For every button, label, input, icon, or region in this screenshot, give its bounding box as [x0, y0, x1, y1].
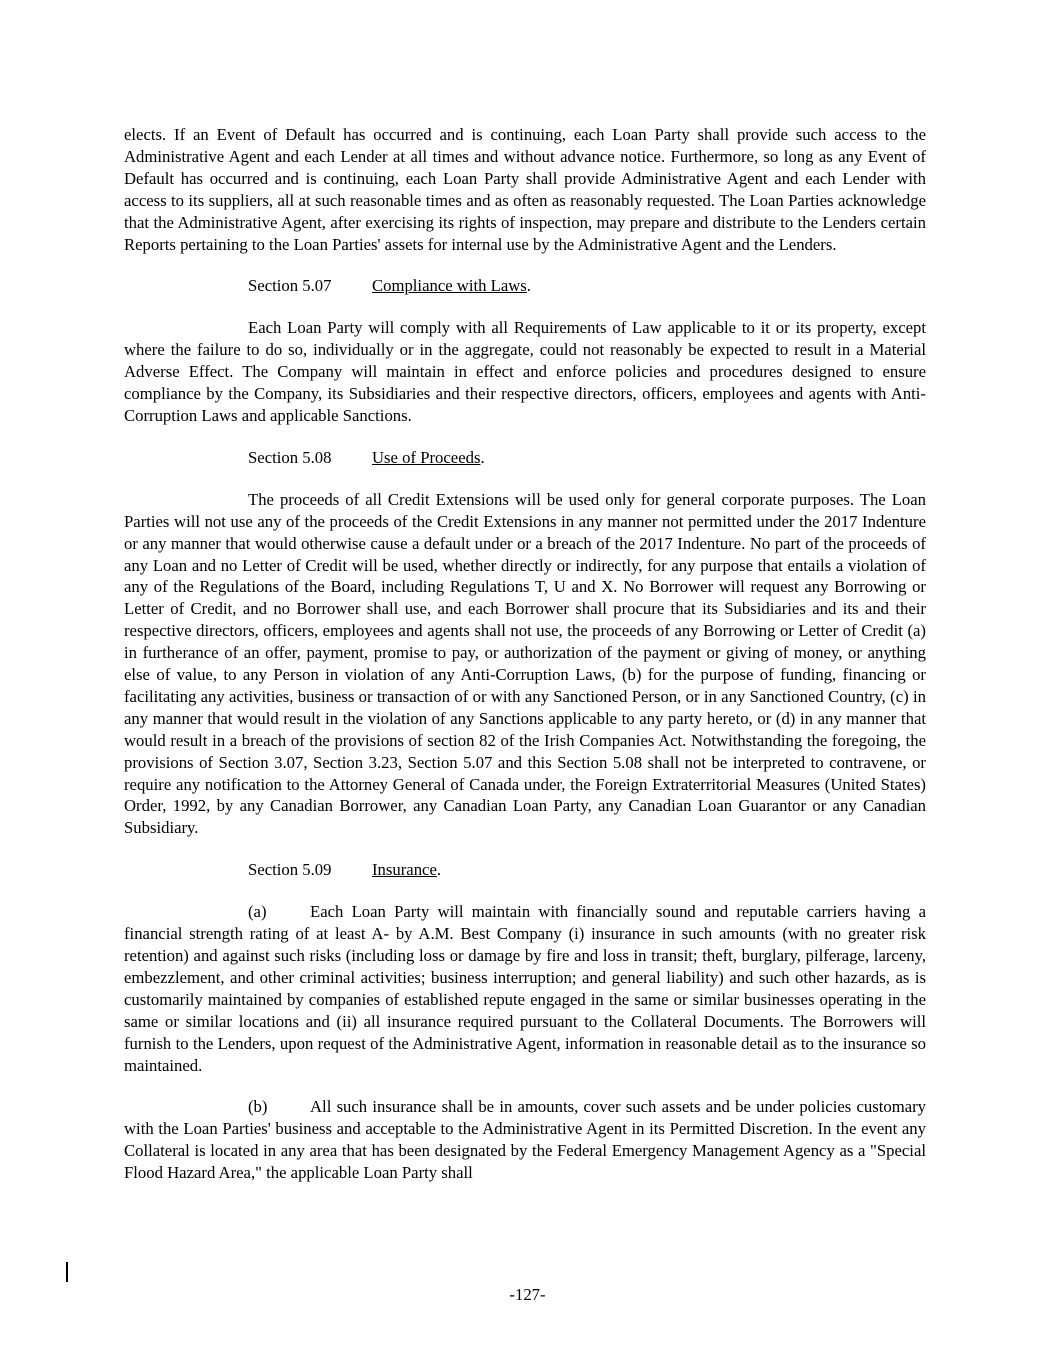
clause-text: All such insurance shall be in amounts, cover such assets and be under policies customary with the Loan Parties' business and acceptable to the Administrative Agent in its Permitted Discretion. In the event any Collateral is located in any area that has been designated by the Federal Emergency Management Agency as a "Special Flood Hazard Area," the applicable Loan Party shall	[124, 1097, 926, 1183]
section-title-punct: .	[526, 276, 531, 296]
section-title-punct: .	[480, 447, 485, 467]
intro-paragraph: elects. If an Event of Default has occurred and is continuing, each Loan Party shall provide such access to the Administrative Agent and each Lender at all times and without advance notice. Furthermore, so long as any Event of Default has occurred and is continuing, each Loan Party shall provide Administrative Agent and each Lender with access to its suppliers, all at such reasonable times and as often as reasonably requested. The Loan Parties acknowledge that the Administrative Agent, after exercising its rights of inspection, may prepare and distribute to the Lenders certain Reports pertaining to the Loan Parties' assets for internal use by the Administrative Agent and the Lenders.	[124, 125, 926, 254]
revision-margin-bar	[66, 1262, 68, 1282]
page-number: -127-	[509, 1285, 546, 1304]
section-heading-5-09	[248, 859, 926, 881]
section-paragraph: The proceeds of all Credit Extensions will be used only for general corporate purposes. The Loan Parties will not use any of the proceeds of the Credit Extensions in any manner not permitted under the 2017 Indenture or any manner that would otherwise cause a default under or a breach of the 2017 Indenture. No part of the proceeds of any Loan and no Letter of Credit will be used, whether directly or indirectly, for any purpose that entails a violation of any of the Regulations of the Board, including Regulations T, U and X. No Borrower will request any Borrowing or Letter of Credit, and no Borrower shall use, and each Borrower shall procure that its Subsidiaries and its and their respective directors, officers, employees and agents shall not use, the proceeds of any Borrowing or Letter of Credit (a) in furtherance of an offer, payment, promise to pay, or authorization of the payment or giving of money, or anything else of value, to any Person in violation of any Anti-Corruption Laws, (b) for the purpose of funding, financing or facilitating any activities, business or transaction of or with any Sanctioned Person, or in any Sanctioned Country, (c) in any manner that would result in the violation of any Sanctions applicable to any party hereto, or (d) in any manner that would result in a breach of the provisions of section 82 of the Irish Companies Act. Notwithstanding the foregoing, the provisions of Section 3.07, Section 3.23, Section 5.07 and this Section 5.08 shall not be interpreted to contravene, or require any notification to the Attorney General of Canada under, the Foreign Extraterritorial Measures (United States) Order, 1992, by any Canadian Borrower, any Canadian Loan Party, any Canadian Loan Guarantor or any Canadian Subsidiary.	[124, 489, 926, 838]
clause-label: (a)	[248, 902, 267, 922]
section-heading-5-07	[248, 275, 926, 297]
clause-label: (b)	[248, 1097, 268, 1117]
section-title: Compliance with Laws	[372, 276, 527, 296]
section-title: Use of Proceeds	[372, 447, 481, 467]
section-heading-5-08	[248, 447, 926, 469]
page-body	[124, 124, 926, 1184]
section-title: Insurance	[372, 860, 437, 880]
section-paragraph: Each Loan Party will comply with all Requirements of Law applicable to it or its property, except where the failure to do so, individually or in the aggregate, could not reasonably be expected to result in a Material Adverse Effect. The Company will maintain in effect and enforce policies and procedures designed to ensure compliance by the Company, its Subsidiaries and their respective directors, officers, employees and agents with Anti-Corruption Laws and applicable Sanctions.	[124, 318, 926, 425]
clause-text: Each Loan Party will maintain with financially sound and reputable carriers having a financial strength rating of at least A- by A.M. Best Company (i) insurance in such amounts (with no greater risk retention) and against such risks (including loss or damage by fire and loss in transit; theft, burglary, pilferage, larceny, embezzlement, and other criminal activities; business interruption; and general liability) and such other hazards, as is customarily maintained by companies of established repute engaged in the same or similar businesses operating in the same or similar locations and (ii) all insurance required pursuant to the Collateral Documents. The Borrowers will furnish to the Lenders, upon request of the Administrative Agent, information in reasonable detail as to the insurance so maintained.	[124, 902, 926, 1075]
section-number: Section 5.07	[248, 276, 332, 296]
clause-paragraph-a	[124, 901, 926, 1076]
section-number: Section 5.08	[248, 447, 332, 467]
section-title-punct: .	[436, 860, 442, 880]
section-number: Section 5.09	[248, 860, 332, 880]
clause-paragraph-b	[124, 1096, 926, 1184]
